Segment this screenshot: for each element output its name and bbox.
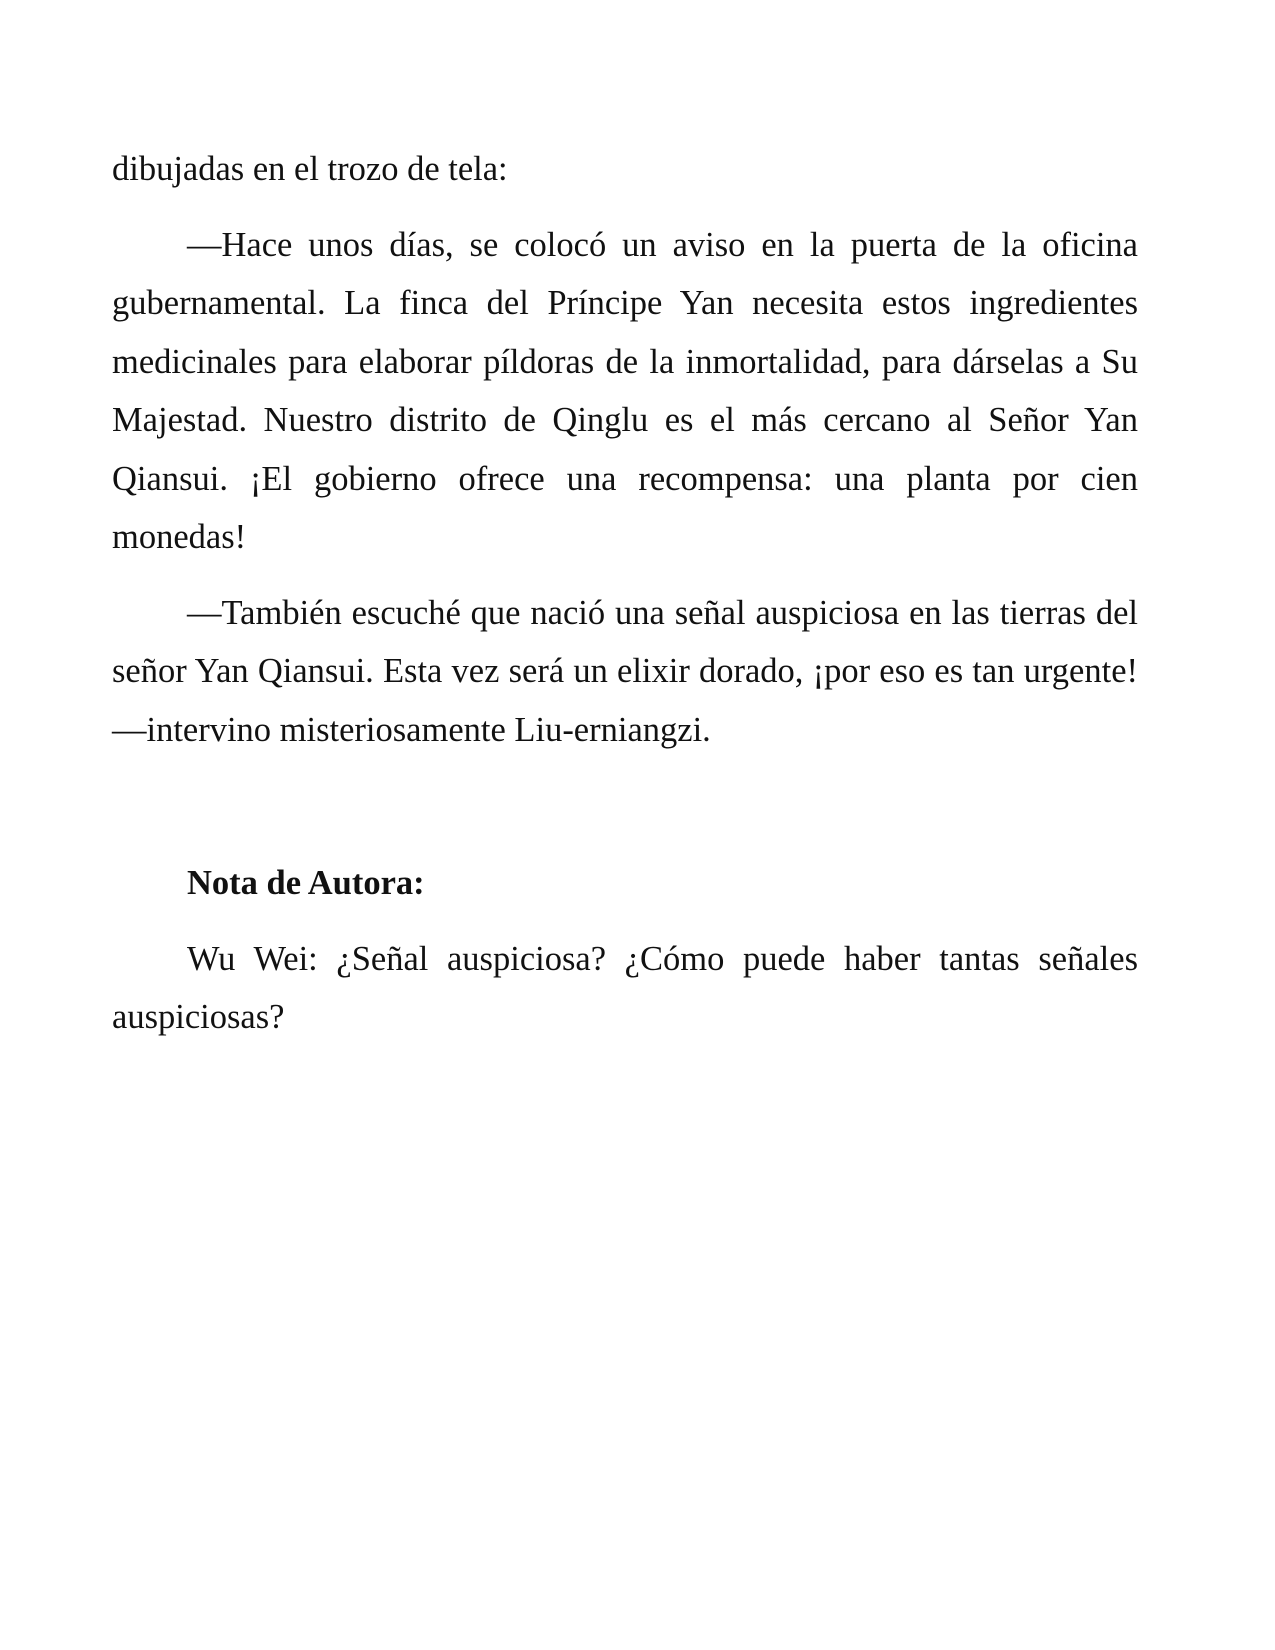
paragraph-dialogue-1: —Hace unos días, se colocó un aviso en la puerta de la oficina gubernamental. La finca del Príncipe Yan necesita estos ingredientes medicinales para elaborar píldoras de la inmortalidad, para dárselas a Su Majestad. Nuestro distrito de Qinglu es el más cercano al Señor Yan Qiansui. ¡El gobierno ofrece una recompensa: una planta por cien monedas!	[112, 225, 1138, 556]
paragraph-continuation: dibujadas en el trozo de tela:	[112, 150, 508, 188]
section-spacer	[112, 776, 1138, 854]
document-body	[112, 140, 1138, 1064]
paragraph-dialogue-2: —También escuché que nació una señal auspiciosa en las tierras del señor Yan Qiansui. Esta vez será un elixir dorado, ¡por eso es tan urgente! —intervino misteriosamente Liu-erniangzi.	[112, 593, 1138, 749]
author-note-heading: Nota de Autora:	[187, 864, 425, 902]
author-note-text: Wu Wei: ¿Señal auspiciosa? ¿Cómo puede haber tantas señales auspiciosas?	[112, 939, 1138, 1036]
